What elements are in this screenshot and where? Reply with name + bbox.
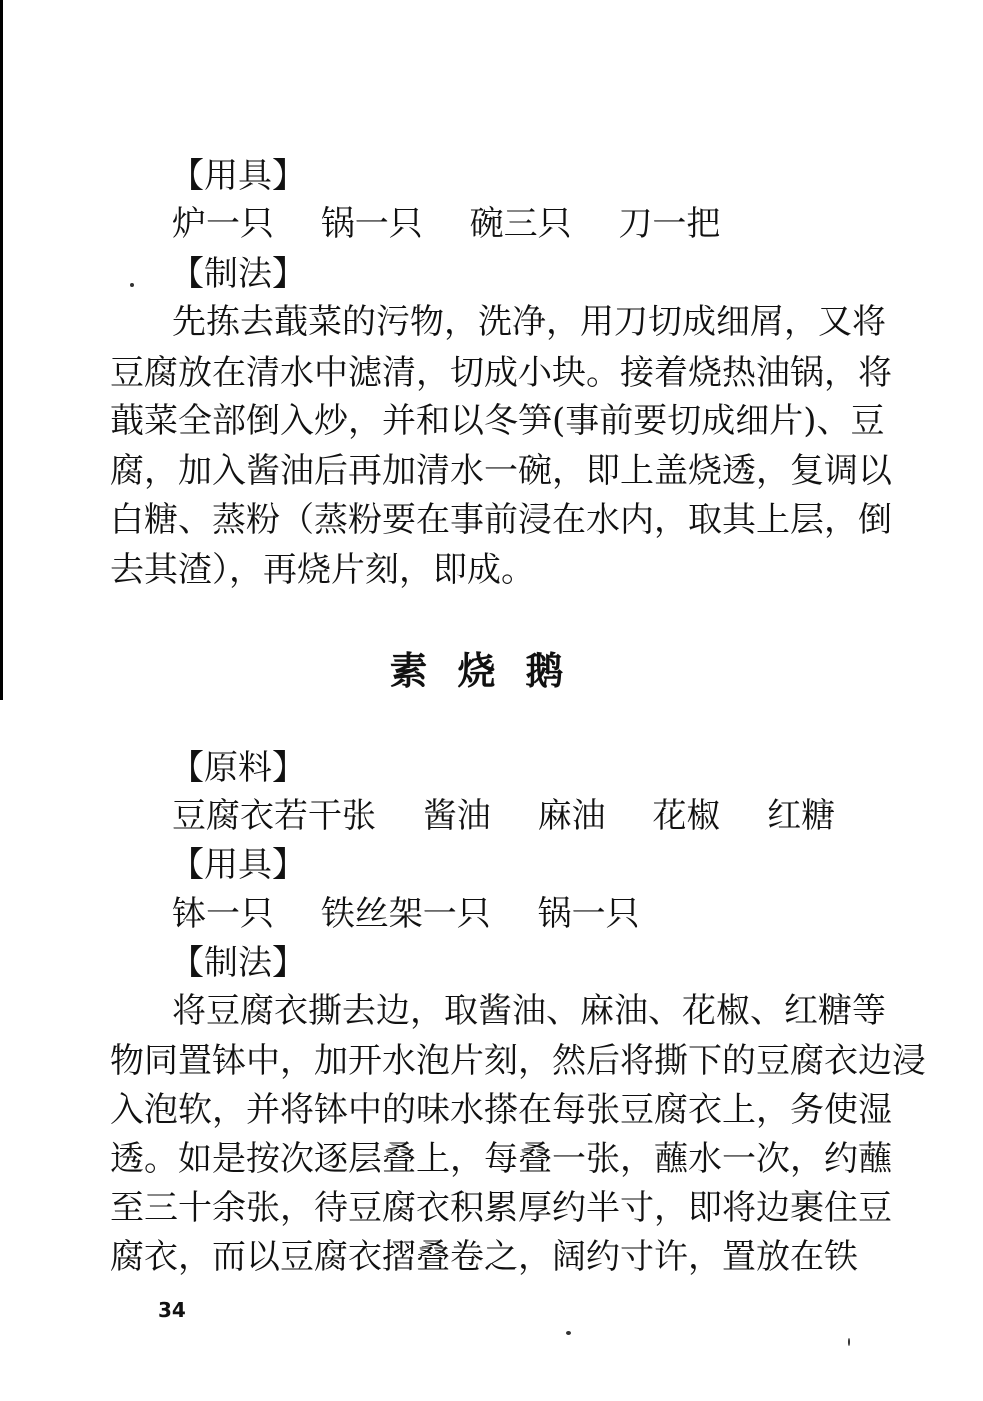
ingredient-item: 豆腐衣若干张 — [172, 796, 376, 836]
method-line: 将豆腐衣撕去边，取酱油、麻油、花椒、红糖等 — [172, 991, 886, 1031]
scan-speck — [566, 1331, 571, 1335]
method-heading-1: 【制法】 — [170, 254, 306, 294]
tools-heading-1: 【用具】 — [170, 156, 306, 196]
method-line: 白糖、蒸粉（蒸粉要在事前浸在水内，取其上层，倒 — [110, 500, 892, 540]
tool-item: 锅一只 — [320, 204, 423, 244]
ingredients-heading: 【原料】 — [170, 748, 306, 788]
ingredient-item: 酱油 — [422, 796, 491, 836]
ingredient-item: 红糖 — [767, 796, 836, 836]
method-line: 腐衣，而以豆腐衣摺叠卷之，阔约寸许，置放在铁 — [110, 1237, 858, 1277]
method-line: 透。如是按次逐层叠上，每叠一张，蘸水一次，约蘸 — [110, 1139, 892, 1179]
recipe-title: 素烧鹅 — [389, 648, 594, 693]
tool-item: 碗三只 — [469, 204, 572, 244]
tool-item: 刀一把 — [618, 204, 721, 244]
method-line: 腐，加入酱油后再加清水一碗，即上盖烧透，复调以 — [110, 451, 892, 491]
method-line: 去其渣），再烧片刻，即成。 — [110, 550, 535, 590]
tool-item: 铁丝架一只 — [320, 894, 491, 934]
tool-item: 锅一只 — [537, 894, 640, 934]
method-line: 物同置钵中，加开水泡片刻，然后将撕下的豆腐衣边浸 — [110, 1041, 926, 1081]
method-heading-2: 【制法】 — [170, 943, 306, 983]
tool-item: 钵一只 — [172, 894, 274, 934]
ingredient-item: 麻油 — [537, 796, 606, 836]
method-line: 先拣去蕺菜的污物，洗净，用刀切成细屑，又将 — [172, 302, 886, 342]
method-line: 豆腐放在清水中滤清，切成小块。接着烧热油锅，将 — [110, 353, 892, 393]
ingredients-list — [172, 793, 871, 839]
tool-item: 炉一只 — [172, 204, 274, 244]
page-number: 34 — [158, 1298, 186, 1322]
tools-heading-2: 【用具】 — [170, 845, 306, 885]
scan-edge-shadow — [0, 0, 3, 700]
tools-list-1 — [172, 201, 756, 247]
method-line: 入泡软，并将钵中的味水搽在每张豆腐衣上，务使湿 — [110, 1090, 892, 1130]
method-line: 蕺菜全部倒入炒，并和以冬笋(事前要切成细片)、豆 — [110, 401, 885, 441]
method-line: 至三十余张，待豆腐衣积累厚约半寸，即将边裹住豆 — [110, 1188, 892, 1228]
ingredient-item: 花椒 — [652, 796, 721, 836]
scan-speck — [130, 283, 134, 287]
scan-speck — [848, 1338, 850, 1346]
tools-list-2 — [172, 891, 676, 937]
